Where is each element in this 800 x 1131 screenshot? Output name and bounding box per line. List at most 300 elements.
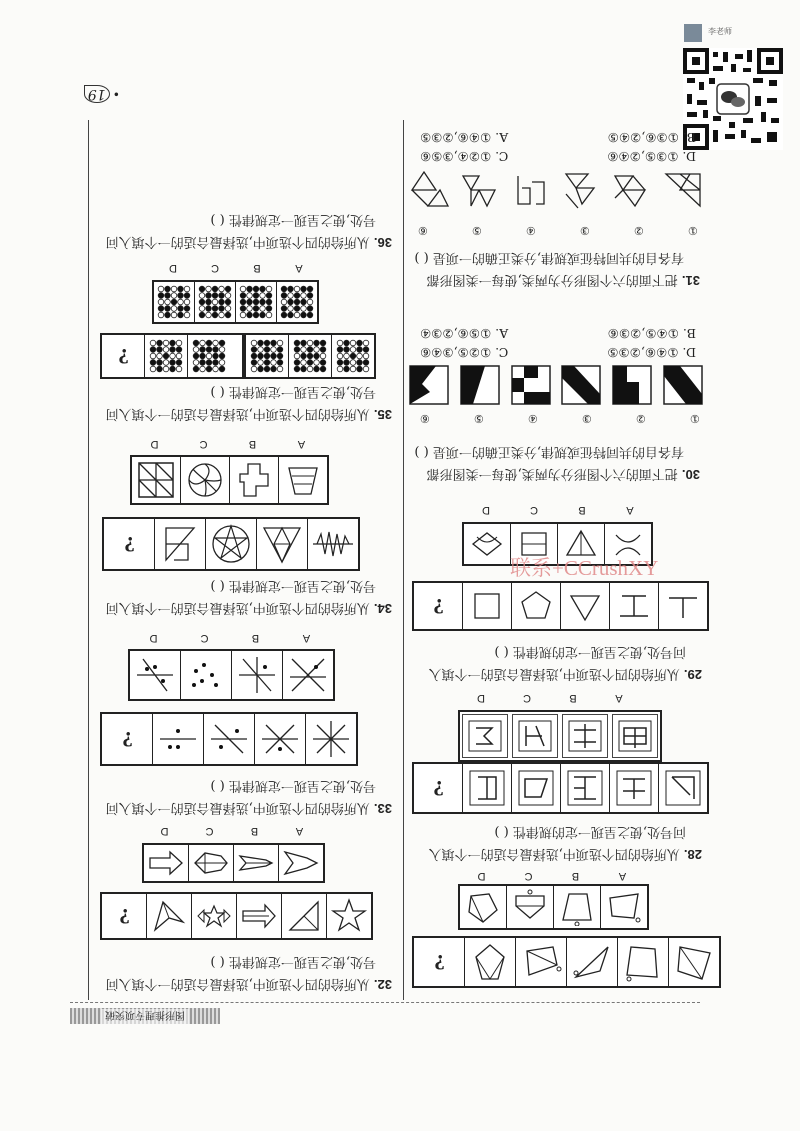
q35-prompt: 35. 从所给的四个选项中,选择最合适的一个填入问 号处,使之呈现一定规律性 ( ): [105, 384, 392, 422]
grid-dot: [314, 347, 320, 353]
grid-dot: [212, 286, 218, 292]
grid-dot: [307, 306, 313, 312]
grid-dot: [163, 353, 169, 359]
q30-figure-1: [662, 364, 704, 406]
grid-dot: [266, 299, 272, 305]
q28-figure: [561, 764, 610, 812]
grid-dot: [219, 366, 225, 372]
q35-sequence-right: [244, 333, 376, 379]
grid-dot: [206, 306, 212, 312]
grid-dot: [171, 312, 177, 318]
grid-dot: [171, 306, 177, 312]
grid-dot: [219, 353, 225, 359]
q33-prompt: 33. 从所给的四个选项中,选择最合适的一个填入问 号处,使之呈现一定规律性 ( ): [105, 778, 392, 816]
grid-dot: [264, 340, 270, 346]
grid-dot: [225, 286, 231, 292]
grid-dot: [314, 353, 320, 359]
grid-dot: [277, 340, 283, 346]
q31-choice-b[interactable]: B. ①③⑥,②④⑤: [607, 130, 696, 145]
q32-figure: [282, 894, 327, 938]
grid-dot: [240, 306, 246, 312]
q27-figure: [516, 938, 567, 986]
q31-figure-3: [558, 168, 604, 212]
q29-figure: [561, 583, 610, 629]
grid-dot: [240, 312, 246, 318]
grid-dot: [266, 293, 272, 299]
grid-dot: [176, 366, 182, 372]
grid-dot: [219, 286, 225, 292]
grid-dot: [266, 286, 272, 292]
q31-choice-a[interactable]: A. ①④⑥,②③⑤: [420, 130, 509, 145]
grid-dot: [178, 286, 184, 292]
grid-dot: [158, 293, 164, 299]
grid-dot: [178, 306, 184, 312]
grid-dot: [225, 312, 231, 318]
q27-figure: [567, 938, 618, 986]
grid-dot: [260, 299, 266, 305]
q31-choice-d[interactable]: D. ①③⑤,②④⑥: [607, 149, 696, 164]
q29-prompt: 29. 从所给的四个选项中,选择最合适的一个填入 问号处,使之呈现一定的规律性 ( ): [428, 644, 702, 682]
grid-dot: [350, 353, 356, 359]
grid-dot: [264, 347, 270, 353]
grid-dot: [206, 312, 212, 318]
q27-option-c[interactable]: [507, 886, 554, 928]
grid-dot: [294, 293, 300, 299]
grid-dot: [337, 366, 343, 372]
q27-figure: [669, 938, 719, 986]
grid-dot: [301, 353, 307, 359]
grid-dot: [251, 340, 257, 346]
q28-figure: [463, 764, 512, 812]
grid-dot: [307, 293, 313, 299]
q33-figure: [306, 714, 356, 764]
grid-dot: [307, 286, 313, 292]
grid-dot: [184, 312, 190, 318]
grid-dot: [206, 340, 212, 346]
q29-figure: [512, 583, 561, 629]
grid-dot: [184, 293, 190, 299]
grid-dot: [158, 299, 164, 305]
grid-dot: [165, 312, 171, 318]
grid-dot: [320, 360, 326, 366]
grid-dot: [200, 353, 206, 359]
grid-dot: [258, 353, 264, 359]
grid-dot: [363, 366, 369, 372]
grid-dot: [264, 366, 270, 372]
q34-figure: [206, 519, 257, 569]
grid-dot: [199, 306, 205, 312]
q32-question-cell: ?: [102, 894, 147, 938]
q33-options: [128, 649, 335, 701]
grid-dot: [219, 347, 225, 353]
q27-figure: [465, 938, 516, 986]
grid-dot: [240, 286, 246, 292]
grid-dot: [277, 347, 283, 353]
grid-dot: [264, 360, 270, 366]
teacher-avatar: [684, 24, 702, 42]
q35-option-b[interactable]: [236, 282, 277, 322]
grid-dot: [247, 293, 253, 299]
grid-dot: [363, 347, 369, 353]
q30-figure-2: [611, 364, 653, 406]
grid-dot: [212, 293, 218, 299]
grid-dot: [219, 340, 225, 346]
grid-dot: [260, 306, 266, 312]
q28-sequence: [412, 762, 709, 814]
q28-question-cell: ?: [414, 764, 463, 812]
grid-dot: [301, 360, 307, 366]
grid-dot: [251, 360, 257, 366]
q29-option-d[interactable]: [464, 524, 511, 564]
grid-dot: [158, 306, 164, 312]
grid-dot: [294, 306, 300, 312]
grid-dot: [206, 293, 212, 299]
q28-option-d[interactable]: [462, 714, 508, 758]
q35-figure: [332, 335, 374, 377]
grid-dot: [176, 340, 182, 346]
grid-dot: [163, 360, 169, 366]
grid-dot: [199, 312, 205, 318]
grid-dot: [288, 306, 294, 312]
q31-figure-5: [457, 168, 503, 212]
q27-option-a[interactable]: [601, 886, 647, 928]
grid-dot: [301, 299, 307, 305]
q28-option-a[interactable]: [612, 714, 658, 758]
grid-dot: [150, 360, 156, 366]
grid-dot: [260, 286, 266, 292]
grid-dot: [193, 353, 199, 359]
grid-dot: [240, 299, 246, 305]
q32-option-a[interactable]: [279, 845, 323, 881]
q35-figure: [246, 335, 289, 377]
grid-dot: [357, 366, 363, 372]
grid-dot: [206, 366, 212, 372]
q32-sequence: [100, 892, 373, 940]
grid-dot: [288, 286, 294, 292]
grid-dot: [253, 286, 259, 292]
grid-dot: [165, 299, 171, 305]
grid-dot: [307, 340, 313, 346]
q27-sequence: [412, 936, 721, 988]
grid-dot: [301, 293, 307, 299]
grid-dot: [307, 299, 313, 305]
grid-dot: [206, 353, 212, 359]
grid-dot: [170, 340, 176, 346]
q31-choice-c[interactable]: C. ①②④,③⑤⑥: [420, 149, 509, 164]
q28-option-b[interactable]: [562, 714, 608, 758]
grid-dot: [170, 360, 176, 366]
grid-dot: [281, 306, 287, 312]
grid-dot: [294, 353, 300, 359]
grid-dot: [281, 312, 287, 318]
grid-dot: [277, 366, 283, 372]
q30-choice-a[interactable]: A. ①⑤⑥,②③④: [420, 326, 509, 341]
q27-option-d[interactable]: [460, 886, 507, 928]
q32-prompt: 32. 从所给的四个选项中,选择最合适的一个填入问 号处,使之呈现一定规律性 ( ): [105, 954, 392, 992]
grid-dot: [184, 299, 190, 305]
grid-dot: [251, 353, 257, 359]
grid-dot: [266, 312, 272, 318]
q34-question-cell: ?: [104, 519, 155, 569]
q33-figure: [255, 714, 306, 764]
grid-dot: [171, 293, 177, 299]
grid-dot: [176, 347, 182, 353]
grid-dot: [176, 353, 182, 359]
q31-figures: [406, 168, 706, 224]
grid-dot: [178, 293, 184, 299]
grid-dot: [301, 366, 307, 372]
q31-choices: [420, 118, 696, 164]
q34-option-a[interactable]: [279, 457, 327, 503]
watermark-contact: 联系+CCrushXY: [510, 556, 659, 580]
grid-dot: [258, 347, 264, 353]
grid-dot: [294, 340, 300, 346]
q33-option-a[interactable]: [283, 651, 333, 699]
grid-dot: [271, 366, 277, 372]
grid-dot: [307, 347, 313, 353]
teacher-label: 李老师: [708, 27, 732, 36]
grid-dot: [176, 360, 182, 366]
binding-line: [88, 120, 89, 1000]
grid-dot: [350, 347, 356, 353]
grid-dot: [200, 340, 206, 346]
q30-choice-d[interactable]: D. ①④⑥,②③⑤: [607, 345, 696, 360]
grid-dot: [219, 360, 225, 366]
grid-dot: [307, 360, 313, 366]
q28-figure: [610, 764, 659, 812]
grid-dot: [163, 347, 169, 353]
q35-option-c[interactable]: [195, 282, 236, 322]
q28-figure: [512, 764, 561, 812]
q29-figure: [659, 583, 707, 629]
grid-dot: [288, 299, 294, 305]
q31-figure-4: [508, 168, 554, 212]
q28-option-c[interactable]: [512, 714, 558, 758]
grid-dot: [271, 353, 277, 359]
q30-choice-b[interactable]: B. ①④⑤,②③⑥: [607, 326, 696, 341]
grid-dot: [171, 286, 177, 292]
q34-option-b[interactable]: [230, 457, 279, 503]
page-number: · 19: [74, 82, 120, 106]
grid-dot: [307, 312, 313, 318]
q35-option-d[interactable]: [154, 282, 195, 322]
q28-prompt: 28. 从所给的四个选项中,选择最合适的一个填入 问号处,使之呈现一定的规律性 ( ): [428, 824, 702, 862]
q29-option-letters: A B C D: [482, 504, 634, 516]
grid-dot: [301, 347, 307, 353]
grid-dot: [157, 353, 163, 359]
q34-figure: [308, 519, 358, 569]
q35-option-letters: A B C D: [169, 262, 303, 274]
grid-dot: [307, 366, 313, 372]
grid-dot: [150, 347, 156, 353]
grid-dot: [281, 299, 287, 305]
grid-dot: [277, 353, 283, 359]
page-number-text: 19: [84, 85, 110, 103]
q27-option-letters: A B C D: [477, 870, 627, 882]
q32-options: [142, 843, 325, 883]
grid-dot: [165, 293, 171, 299]
grid-dot: [193, 347, 199, 353]
q32-option-c[interactable]: [189, 845, 234, 881]
grid-dot: [171, 299, 177, 305]
q35-option-a[interactable]: [277, 282, 317, 322]
grid-dot: [294, 360, 300, 366]
grid-dot: [320, 340, 326, 346]
grid-dot: [158, 312, 164, 318]
footer-rule: [70, 1002, 700, 1004]
grid-dot: [213, 360, 219, 366]
grid-dot: [301, 340, 307, 346]
q31-figure-2: [609, 168, 655, 212]
q33-option-letters: A B C D: [149, 632, 311, 644]
grid-dot: [158, 286, 164, 292]
q27-option-b[interactable]: [554, 886, 601, 928]
grid-dot: [213, 340, 219, 346]
grid-dot: [219, 306, 225, 312]
grid-dot: [247, 286, 253, 292]
grid-dot: [350, 366, 356, 372]
grid-dot: [266, 306, 272, 312]
q33-figure: [204, 714, 255, 764]
q29-figure: [463, 583, 512, 629]
grid-dot: [212, 299, 218, 305]
q34-figure: [155, 519, 206, 569]
q35-figure: [145, 335, 188, 377]
grid-dot: [301, 312, 307, 318]
q34-figure: [257, 519, 308, 569]
q35-options: [152, 280, 319, 324]
q34-option-letters: A B C D: [150, 438, 306, 450]
grid-dot: [150, 353, 156, 359]
q32-option-letters: A B C D: [160, 825, 304, 837]
grid-dot: [199, 299, 205, 305]
q35-figure: [188, 335, 230, 377]
grid-dot: [281, 286, 287, 292]
grid-dot: [260, 293, 266, 299]
footer-band: [70, 1008, 220, 1024]
grid-dot: [247, 306, 253, 312]
grid-dot: [344, 366, 350, 372]
grid-dot: [337, 353, 343, 359]
grid-dot: [157, 347, 163, 353]
grid-dot: [163, 366, 169, 372]
q34-sequence: [102, 517, 360, 571]
grid-dot: [213, 347, 219, 353]
grid-dot: [219, 299, 225, 305]
grid-dot: [219, 312, 225, 318]
grid-dot: [206, 299, 212, 305]
grid-dot: [170, 347, 176, 353]
q30-figure-4: [510, 364, 552, 406]
q34-option-d[interactable]: [132, 457, 181, 503]
q30-figures: [408, 364, 704, 408]
qr-code-icon: [683, 48, 783, 150]
q30-prompt: 30. 把下面的六个图形分为两类,使每一类图形都 有各自的共同特征或规律,分类正确的一项是 ( ): [414, 444, 700, 482]
grid-dot: [350, 360, 356, 366]
q32-option-b[interactable]: [234, 845, 279, 881]
q33-option-c[interactable]: [181, 651, 232, 699]
grid-dot: [337, 347, 343, 353]
q30-figure-5: [459, 364, 501, 406]
q32-figure: [147, 894, 192, 938]
grid-dot: [165, 286, 171, 292]
q30-figure-6: [408, 364, 450, 406]
grid-dot: [281, 293, 287, 299]
grid-dot: [288, 293, 294, 299]
grid-dot: [337, 360, 343, 366]
q30-choices: [420, 314, 696, 360]
grid-dot: [264, 353, 270, 359]
grid-dot: [271, 347, 277, 353]
grid-dot: [251, 366, 257, 372]
grid-dot: [165, 306, 171, 312]
q32-figure: [192, 894, 237, 938]
grid-dot: [271, 340, 277, 346]
q35-question-cell: ?: [102, 335, 145, 377]
q34-option-c[interactable]: [181, 457, 230, 503]
footer-band-label: 图形推理专项突破: [101, 1009, 189, 1024]
grid-dot: [314, 360, 320, 366]
grid-dot: [294, 366, 300, 372]
grid-dot: [363, 340, 369, 346]
q27-options: [458, 884, 649, 930]
q33-option-d[interactable]: [130, 651, 181, 699]
q30-figure-3: [560, 364, 602, 406]
grid-dot: [258, 366, 264, 372]
q32-option-d[interactable]: [144, 845, 189, 881]
column-divider: [403, 120, 404, 1000]
grid-dot: [225, 299, 231, 305]
grid-dot: [213, 353, 219, 359]
grid-dot: [344, 353, 350, 359]
q36-prompt: 36. 从所给的四个选项中,选择最合适的一个填入问 号处,使之呈现一定规律性 ( ): [105, 212, 392, 250]
q28-options: [458, 710, 662, 762]
grid-dot: [314, 366, 320, 372]
grid-dot: [337, 340, 343, 346]
q29-figure: [610, 583, 659, 629]
grid-dot: [247, 312, 253, 318]
grid-dot: [344, 340, 350, 346]
q33-sequence: [100, 712, 358, 766]
q31-figure-numbers: ⑥ ⑤ ④ ③ ② ①: [418, 224, 698, 237]
grid-dot: [253, 293, 259, 299]
q28-option-letters: A B C D: [477, 692, 623, 704]
grid-dot: [301, 286, 307, 292]
grid-dot: [178, 299, 184, 305]
q30-choice-c[interactable]: C. ①②⑤,③④⑥: [420, 345, 509, 360]
grid-dot: [350, 340, 356, 346]
grid-dot: [199, 286, 205, 292]
grid-dot: [170, 366, 176, 372]
grid-dot: [193, 340, 199, 346]
grid-dot: [200, 360, 206, 366]
grid-dot: [247, 299, 253, 305]
grid-dot: [200, 366, 206, 372]
q29-sequence: [412, 581, 709, 631]
grid-dot: [344, 360, 350, 366]
grid-dot: [260, 312, 266, 318]
grid-dot: [150, 366, 156, 372]
q33-question-cell: ?: [102, 714, 153, 764]
grid-dot: [357, 347, 363, 353]
grid-dot: [294, 312, 300, 318]
q30-figure-numbers: ⑥ ⑤ ④ ③ ② ①: [420, 412, 700, 425]
q34-options: [130, 455, 329, 505]
grid-dot: [344, 347, 350, 353]
q33-option-b[interactable]: [232, 651, 283, 699]
q32-figure: [327, 894, 371, 938]
grid-dot: [294, 299, 300, 305]
